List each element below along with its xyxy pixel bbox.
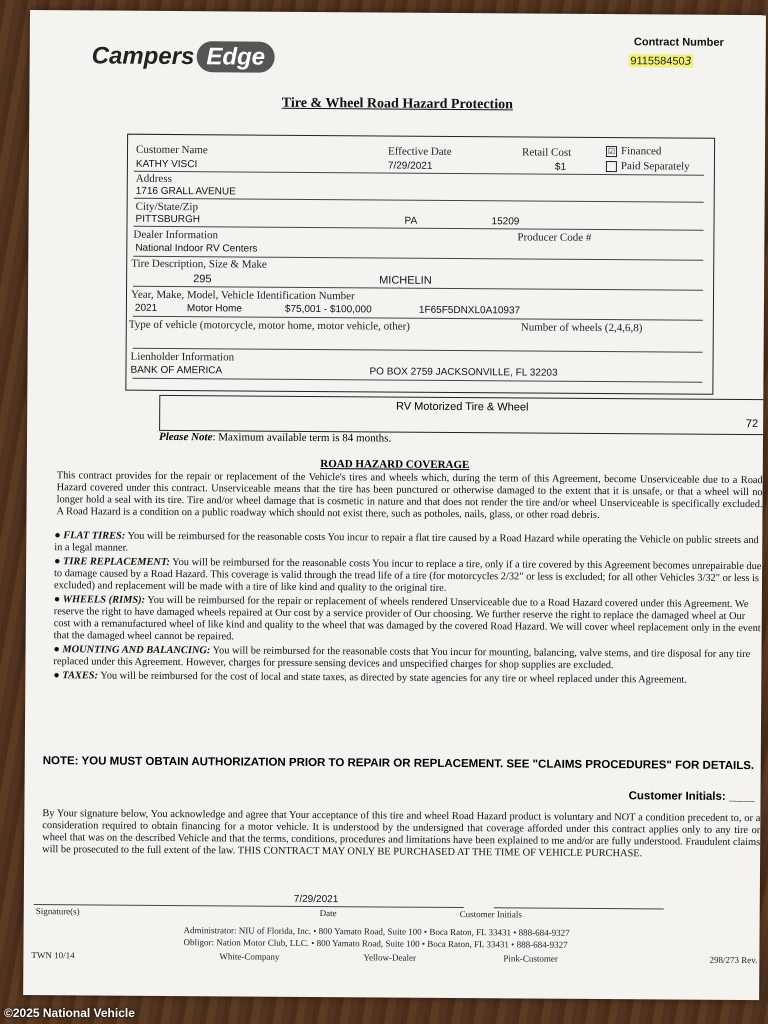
customer-initials-label: Customer Initials: ____ — [628, 790, 755, 804]
bullet-flat-tires: ● FLAT TIRES: You will be reimbursed for the reasonable costs You incur to repair a flat tire caused by a Road Hazard while operating the Vehicle on public streets and in a legal manner. — [54, 530, 759, 554]
campers-edge-logo: Campers Edge — [92, 42, 276, 71]
vehicle-vin: 1F65F5DNXL0A10937 — [418, 304, 521, 317]
plan-name: RV Motorized Tire & Wheel — [395, 400, 529, 414]
contract-number-label: Contract Number — [633, 36, 724, 49]
effective-date-label: Effective Date — [387, 145, 452, 158]
divider — [132, 378, 702, 383]
customer-info-box — [125, 134, 715, 395]
coverage-intro: This contract provides for the repair or replacement of the Vehicle's tires and wheels which, during the term of this Agreement, become Unserviceable due to a Road Hazard covered under this contract. Unserviceable means that the tire has been punctured or otherwise damaged to the extent that it is unsafe, or that a wheel will no longer hold a seal with its tire. Tire and/or wheel damage that is cosmetic in nature and that does not render the tire and/or wheel Unserviceable is specifically excluded. A Road Hazard is a condition on a public roadway which should not exist there, such as potholes, nails, glass, or other road debris. — [56, 470, 763, 521]
bullet-tire-replacement: ● TIRE REPLACEMENT: You will be reimbursed for the reasonable costs You incur to replace a tire, only if a tire covered by this Agreement becomes unrepairable due to damage caused by a Road Hazard. This coverage is valid through the tread life of a tire (for motorcycles 2/32" or less is excluded; for all other Vehicles 3/32" or less is excluded) and replacement will be made with a tire of like kind and quality to the original tire. — [53, 556, 762, 594]
lienholder-label: Lienholder Information — [130, 350, 235, 364]
tire-make: MICHELIN — [379, 274, 432, 287]
acknowledgement-text: By Your signature below, You acknowledge and agree that Your acceptance of this tire and wheel Road Hazard product is voluntary and NOT a condition precedent to, or a consideration required to obtain financing for a motor vehicle. It is understood by the undersigned that coverage afforded under this contract applies only to any tire or wheel that was on the described Vehicle and that the terms, conditions, procedures and limitations have been explained to me and/or are fully understood. Fraudulent claims will be prosecuted to the full extent of the law. THIS CONTRACT MAY ONLY BE PURCHASED AT THE TIME OF VEHICLE PURCHASE. — [42, 808, 761, 860]
document-title: Tire & Wheel Road Hazard Protection — [281, 95, 513, 113]
zip: 15209 — [491, 216, 520, 228]
contract-document — [23, 10, 766, 1000]
contract-number: 9115584503 — [630, 54, 692, 68]
state: PA — [404, 215, 418, 227]
signature-line — [34, 904, 464, 908]
coverage-heading: ROAD HAZARD COVERAGE — [320, 458, 470, 472]
please-note: Please Note: Maximum available term is 84 months. — [158, 430, 392, 445]
tire-size: 295 — [193, 273, 212, 286]
producer-code-label: Producer Code # — [517, 231, 592, 244]
vehicle-model: Motor Home — [186, 303, 242, 315]
wheels-count-label: Number of wheels (2,4,6,8) — [520, 321, 643, 335]
revision-code: 298/273 Rev. — [709, 954, 758, 966]
address-label: Address — [135, 172, 172, 185]
signature-date: 7/29/2021 — [293, 893, 339, 906]
bullet-wheels: ● WHEELS (RIMS): You will be reimbursed for the repair or replacement of wheels rendered Unserviceable due to a Road Hazard covered under this Agreement. We reserve the right to have damaged wheels repaired at Our cost by a service provider of Our choosing. We further reserve the right to replace the damaged wheel at Our cost with a remanufactured wheel of like kind and quality to the wheel that was damaged by the covered Road Hazard. We will cover wheel replacement only in the event that the damaged wheel cannot be repaired. — [53, 594, 761, 643]
address: 1716 GRALL AVENUE — [135, 185, 236, 198]
obligor-info: Obligor: Nation Motor Club, LLC. • 800 Yamato Road, Suite 100 • Boca Raton, FL 33431 • 888-684-9327 — [183, 937, 568, 950]
vehicle-info-label: Year, Make, Model, Vehicle Identification Number — [130, 288, 355, 303]
divider — [134, 198, 704, 203]
date-label: Date — [319, 908, 337, 919]
plan-box — [159, 395, 765, 435]
vehicle-price-range: $75,001 - $100,000 — [284, 303, 372, 316]
signature-label: Signature(s) — [35, 906, 80, 917]
lienholder-name: BANK OF AMERICA — [130, 364, 223, 377]
copy-white: White-Company — [219, 951, 280, 962]
city-state-zip-label: City/State/Zip — [135, 200, 199, 214]
form-code: TWN 10/14 — [31, 950, 75, 961]
city: PITTSBURGH — [135, 213, 201, 226]
effective-date: 7/29/2021 — [387, 160, 433, 172]
customer-name-label: Customer Name — [135, 143, 208, 157]
customer-name: KATHY VISCI — [135, 158, 198, 171]
retail-cost: $1 — [554, 161, 567, 173]
divider — [133, 226, 703, 231]
bullet-mounting-balancing: ● MOUNTING AND BALANCING: You will be reimbursed for the reasonable costs that You incur for mounting, balancing, valve stems, and tire disposal for any tire replaced under this Agreement. However, charges for pressure sensing devices and unspecified charges for shop supplies are excluded. — [53, 644, 751, 672]
dealer-info-label: Dealer Information — [133, 228, 219, 242]
plan-term: 72 — [745, 418, 759, 431]
vehicle-type-label: Type of vehicle (motorcycle, motor home, motor vehicle, other) — [128, 318, 411, 333]
copy-yellow: Yellow-Dealer — [363, 952, 417, 963]
initials-label: Customer Initials — [459, 909, 522, 920]
lienholder-address: PO BOX 2759 JACKSONVILLE, FL 32203 — [369, 366, 558, 379]
financed-checkbox[interactable]: ☑ Financed — [607, 145, 662, 158]
retail-cost-label: Retail Cost — [521, 146, 572, 159]
vehicle-year: 2021 — [134, 302, 158, 314]
authorization-note: NOTE: YOU MUST OBTAIN AUTHORIZATION PRIOR TO REPAIR OR REPLACEMENT. SEE "CLAIMS PROCEDURES" FOR DETAILS. — [42, 755, 755, 773]
dealer-name: National Indoor RV Centers — [135, 242, 258, 255]
bullet-taxes: ● TAXES: You will be reimbursed for the cost of local and state taxes, as directed by state agencies for any tire or wheel replaced under this Agreement. — [53, 670, 687, 686]
coverage-bullets — [53, 530, 762, 687]
tire-description-label: Tire Description, Size & Make — [131, 257, 267, 271]
copyright-watermark: ©2025 National Vehicle — [4, 1006, 135, 1020]
administrator-info: Administrator: NIU of Florida, Inc. • 800 Yamato Road, Suite 100 • Boca Raton, FL 33431 • 888-684-9327 — [183, 925, 570, 938]
copy-pink: Pink-Customer — [503, 953, 558, 964]
paid-separately-checkbox[interactable]: Paid Separately — [606, 160, 690, 173]
